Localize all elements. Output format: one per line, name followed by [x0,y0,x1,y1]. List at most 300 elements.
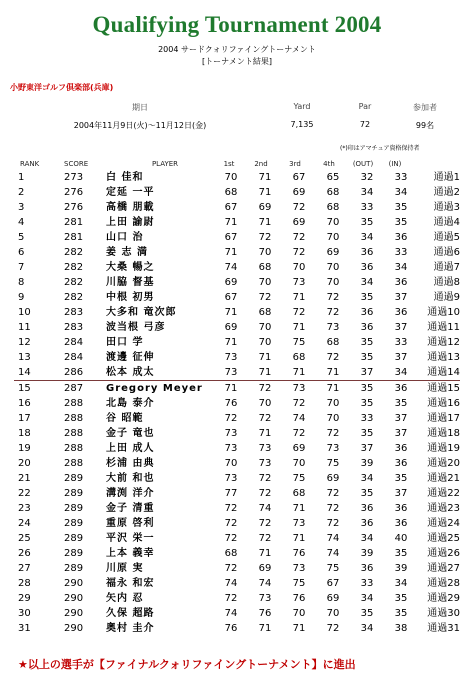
round1-cell: 68 [224,187,238,198]
score-cell: 284 [64,337,84,348]
round3-cell: 71 [292,322,306,333]
rank-cell: 18 [18,428,31,439]
out-cell: 36 [360,247,374,258]
table-row [14,320,460,335]
table-row [14,245,460,260]
round3-cell: 71 [292,623,306,634]
round4-cell: 72 [326,352,340,363]
round3-cell: 72 [292,232,306,243]
in-cell: 36 [394,277,408,288]
status-cell: 通過5 [433,232,460,243]
round3-cell: 67 [292,172,306,183]
table-row [14,456,460,471]
round1-cell: 71 [224,247,238,258]
player-name: 波当根 弓彦 [106,322,166,333]
round1-cell: 73 [224,443,238,454]
out-cell: 34 [360,277,374,288]
status-cell: 通過17 [427,413,460,424]
table-row [14,411,460,426]
table-row [14,305,460,320]
player-name: 福永 和宏 [106,578,155,589]
round3-cell: 75 [292,473,306,484]
subtitle-results: [トーナメント結果] [202,57,272,66]
table-row [14,215,460,230]
table-row [14,501,460,516]
round3-cell: 69 [292,443,306,454]
table-row [14,606,460,621]
round3-cell: 73 [292,518,306,529]
round4-cell: 75 [326,458,340,469]
player-name: 平沢 栄一 [106,533,155,544]
score-cell: 289 [64,473,84,484]
table-row [14,621,460,636]
round2-cell: 72 [258,383,272,394]
round1-cell: 74 [224,578,238,589]
out-cell: 35 [360,488,374,499]
score-cell: 283 [64,322,84,333]
score-cell: 288 [64,458,84,469]
score-cell: 289 [64,533,84,544]
round1-cell: 68 [224,548,238,559]
out-cell: 36 [360,262,374,273]
col-in: (IN) [388,160,402,168]
score-cell: 286 [54,365,106,381]
out-cell: 39 [360,548,374,559]
round4-cell: 70 [326,277,340,288]
round1-cell: 72 [224,518,238,529]
status-cell: 通過2 [433,187,460,198]
score-cell: 281 [64,232,84,243]
round3-cell: 73 [292,277,306,288]
in-cell: 37 [394,292,408,303]
table-row [14,290,460,305]
status-cell: 通過4 [433,217,460,228]
out-cell: 36 [360,563,374,574]
rank-cell: 24 [18,518,31,529]
col-player: PLAYER [151,160,179,168]
score-cell: 276 [64,202,84,213]
round1-cell: 72 [224,563,238,574]
out-cell: 34 [360,593,374,604]
score-cell: 289 [64,503,84,514]
score-cell: 289 [64,518,84,529]
col-r3: 3rd [289,160,301,168]
round3-cell: 74 [292,413,306,424]
in-cell: 35 [394,202,408,213]
rank-cell: 16 [18,398,31,409]
out-cell: 35 [360,398,374,409]
status-cell: 通過28 [427,578,460,589]
status-cell: 通過21 [427,473,460,484]
round4-cell: 70 [326,232,340,243]
score-cell: 288 [64,443,84,454]
round2-cell: 72 [258,488,272,499]
in-cell: 34 [394,187,408,198]
round2-cell: 70 [258,337,272,348]
player-name: 重原 啓利 [106,518,155,529]
player-name: 川原 実 [106,563,144,574]
player-name: 金子 清重 [106,503,155,514]
col-r4: 4th [323,160,335,168]
status-cell: 通過11 [427,322,460,333]
round4-cell: 75 [326,563,340,574]
score-cell: 287 [64,383,84,394]
status-cell: 通過18 [427,428,460,439]
round4-cell: 71 [326,383,340,394]
round2-cell: 70 [258,398,272,409]
round3-cell: 75 [292,337,306,348]
player-name: 上田 成人 [106,443,155,454]
table-row [14,350,460,365]
out-cell: 34 [360,623,374,634]
player-name: 川脇 督基 [106,277,155,288]
player-name: 高橋 朋載 [106,202,155,213]
round2-cell: 72 [258,232,272,243]
player-name: Gregory Meyer [106,383,203,394]
in-cell: 33 [394,247,408,258]
rank-cell: 25 [18,533,31,544]
status-cell: 通過31 [427,623,460,634]
round1-cell: 70 [224,458,238,469]
round4-cell: 69 [326,593,340,604]
table-row [14,381,460,397]
score-cell: 284 [64,352,84,363]
round4-cell: 72 [326,488,340,499]
in-cell: 35 [394,217,408,228]
round3-cell: 69 [292,187,306,198]
round3-cell: 71 [292,292,306,303]
col-r2: 2nd [254,160,268,168]
player-name: 矢内 忍 [106,593,144,604]
results-table [14,170,460,636]
rank-cell: 31 [18,623,31,634]
round3-cell: 68 [292,488,306,499]
rank-cell: 11 [18,322,31,333]
score-cell: 289 [64,563,84,574]
score-cell: 290 [64,593,84,604]
col-rank: RANK [20,160,40,168]
entrants-label: 参加者 [413,103,437,112]
round4-cell: 70 [326,413,340,424]
status-cell: 通過19 [427,443,460,454]
in-cell: 35 [394,548,408,559]
round4-cell: 70 [326,398,340,409]
round2-cell: 68 [258,307,272,318]
results-body [14,170,460,636]
score-cell: 282 [64,277,84,288]
round1-cell: 71 [224,217,238,228]
out-cell: 34 [360,473,374,484]
table-row [14,561,460,576]
table-row [14,591,460,606]
round4-cell: 67 [326,578,340,589]
player-name: 田口 学 [106,337,144,348]
round1-cell: 77 [224,488,238,499]
round1-cell: 73 [224,428,238,439]
round2-cell: 73 [258,443,272,454]
round2-cell: 69 [258,563,272,574]
round4-cell: 71 [316,365,350,381]
round1-cell: 73 [224,473,238,484]
round2-cell: 68 [258,262,272,273]
rank-cell: 2 [18,187,25,198]
table-row [14,230,460,245]
player-name: 松本 成太 [106,365,214,381]
round3-cell: 72 [292,247,306,258]
rank-cell: 7 [18,262,25,273]
out-cell: 34 [360,187,374,198]
rank-cell: 13 [18,352,31,363]
col-out: (OUT) [352,160,374,168]
yard-value: 7,135 [290,120,314,129]
in-cell: 34 [394,578,408,589]
player-name: 上本 義幸 [106,548,155,559]
rank-cell: 1 [18,172,25,183]
out-cell: 37 [360,443,374,454]
round1-cell: 72 [224,533,238,544]
round1-cell: 73 [224,352,238,363]
round4-cell: 74 [326,533,340,544]
table-row [14,365,460,381]
col-score: SCORE [64,160,89,168]
round2-cell: 71 [258,217,272,228]
table-row [14,471,460,486]
round4-cell: 72 [326,518,340,529]
player-name: 杉浦 由典 [106,458,155,469]
status-cell: 通過6 [433,247,460,258]
score-cell: 288 [64,398,84,409]
rank-cell: 3 [18,202,25,213]
date-value: 2004年11月9日(火)〜11月12日(金) [73,121,207,130]
rank-cell: 4 [18,217,25,228]
round2-cell: 73 [258,593,272,604]
out-cell: 32 [360,172,374,183]
in-cell: 34 [384,365,418,381]
round2-cell: 71 [258,187,272,198]
round2-cell: 73 [258,458,272,469]
player-name: 金子 竜也 [106,428,155,439]
venue-label: 小野東洋ゴルフ倶楽部(兵庫) [10,83,114,92]
round1-cell: 71 [224,307,238,318]
round4-cell: 70 [326,262,340,273]
status-cell: 通過23 [427,503,460,514]
in-cell: 36 [394,307,408,318]
score-cell: 288 [64,428,84,439]
player-name: 溝渕 洋介 [106,488,155,499]
status-cell: 通過20 [427,458,460,469]
status-cell: 通過30 [427,608,460,619]
status-cell: 通過24 [427,518,460,529]
round3-cell: 72 [292,202,306,213]
player-name: 大桑 暢之 [106,262,155,273]
player-name: 奥村 圭介 [106,623,155,634]
par-value: 72 [359,120,371,129]
score-cell: 283 [64,307,84,318]
rank-cell: 8 [18,277,25,288]
status-cell: 通過13 [427,352,460,363]
out-cell: 37 [350,365,384,381]
status-cell: 通過12 [427,337,460,348]
amateur-note: (*)印はアマチュア資格保持者 [340,145,420,152]
round4-cell: 73 [326,443,340,454]
round1-cell: 72 [224,413,238,424]
rank-cell: 23 [18,503,31,514]
out-cell: 35 [360,337,374,348]
out-cell: 36 [360,307,374,318]
round1-cell: 67 [224,232,238,243]
yard-label: Yard [293,102,311,111]
round1-cell: 71 [224,337,238,348]
round4-cell: 72 [326,503,340,514]
out-cell: 35 [360,352,374,363]
round2-cell: 71 [258,548,272,559]
out-cell: 33 [360,578,374,589]
round4-cell: 74 [326,548,340,559]
status-cell: 通過27 [427,563,460,574]
rank-cell: 9 [18,292,25,303]
out-cell: 34 [360,232,374,243]
player-name: 久保 超路 [106,608,155,619]
page-title: Qualifying Tournament 2004 [92,12,382,37]
table-row [14,531,460,546]
status-cell: 通過26 [427,548,460,559]
status-cell: 通過3 [433,202,460,213]
status-cell: 通過9 [433,292,460,303]
par-label: Par [358,102,372,111]
in-cell: 36 [394,458,408,469]
rank-cell: 28 [18,578,31,589]
round1-cell: 70 [224,172,238,183]
round3-cell: 70 [292,608,306,619]
table-row [14,441,460,456]
round2-cell: 69 [258,202,272,213]
in-cell: 35 [394,593,408,604]
status-cell: 通過22 [427,488,460,499]
round2-cell: 71 [258,623,272,634]
rank-cell: 15 [18,383,31,394]
round1-cell: 67 [224,292,238,303]
status-cell: 通過14 [418,365,460,381]
round2-cell: 76 [258,608,272,619]
round3-cell: 70 [292,458,306,469]
round3-cell: 72 [292,307,306,318]
player-name: 白 佳和 [106,172,144,183]
in-cell: 37 [394,322,408,333]
round4-cell: 73 [326,322,340,333]
round2-cell: 71 [258,352,272,363]
subtitle-jp: 2004 サードクォリファイングトーナメント [158,45,316,54]
score-cell: 281 [64,217,84,228]
round4-cell: 68 [326,337,340,348]
score-cell: 282 [64,292,84,303]
in-cell: 36 [394,383,408,394]
status-cell: 通過7 [433,262,460,273]
round4-cell: 69 [326,247,340,258]
score-cell: 273 [64,172,84,183]
round2-cell: 72 [258,518,272,529]
round3-cell: 68 [292,352,306,363]
round3-cell: 76 [292,593,306,604]
status-cell: 通過8 [433,277,460,288]
in-cell: 36 [394,232,408,243]
round4-cell: 72 [326,623,340,634]
table-row [14,170,460,185]
round3-cell: 69 [292,217,306,228]
in-cell: 35 [394,398,408,409]
player-name: 渡邊 征伸 [106,352,155,363]
rank-cell: 26 [18,548,31,559]
out-cell: 36 [360,322,374,333]
round1-cell: 69 [224,322,238,333]
rank-cell: 6 [18,247,25,258]
table-row [14,260,460,275]
rank-cell: 20 [18,458,31,469]
round3-cell: 70 [292,262,306,273]
out-cell: 35 [360,608,374,619]
round2-cell: 72 [258,413,272,424]
status-cell: 通過25 [427,533,460,544]
out-cell: 35 [360,383,374,394]
rank-cell: 12 [18,337,31,348]
out-cell: 36 [360,518,374,529]
in-cell: 35 [394,473,408,484]
round3-cell: 73 [292,383,306,394]
round2-cell: 72 [258,533,272,544]
score-cell: 282 [64,247,84,258]
round4-cell: 70 [326,608,340,619]
round3-cell: 71 [292,533,306,544]
round2-cell: 70 [258,322,272,333]
in-cell: 33 [394,337,408,348]
score-cell: 289 [64,548,84,559]
round2-cell: 72 [258,473,272,484]
player-name: 大多和 竜次郎 [106,307,177,318]
entrants-value: 99名 [415,121,435,130]
round4-cell: 68 [326,187,340,198]
player-name: 北島 泰介 [106,398,155,409]
round3-cell: 72 [292,428,306,439]
round1-cell: 74 [224,262,238,273]
round3-cell: 72 [292,398,306,409]
round3-cell: 71 [292,503,306,514]
footer-note: ★以上の選手が【ファイナルクォリファイングトーナメント】に進出 [18,658,356,671]
in-cell: 36 [394,443,408,454]
in-cell: 37 [394,413,408,424]
rank-cell: 30 [18,608,31,619]
round1-cell: 67 [224,202,238,213]
in-cell: 37 [394,428,408,439]
score-cell: 290 [64,578,84,589]
table-row [14,275,460,290]
round4-cell: 69 [326,473,340,484]
round2-cell: 70 [258,277,272,288]
score-cell: 282 [64,262,84,273]
in-cell: 34 [394,262,408,273]
in-cell: 35 [394,608,408,619]
round4-cell: 65 [326,172,340,183]
round1-cell: 74 [224,608,238,619]
table-row [14,335,460,350]
round1-cell: 71 [224,383,238,394]
player-name: 上田 諭尉 [106,217,155,228]
table-row [14,576,460,591]
round4-cell: 72 [326,307,340,318]
status-cell: 通過10 [427,307,460,318]
in-cell: 40 [394,533,408,544]
out-cell: 35 [360,292,374,303]
round2-cell: 74 [258,503,272,514]
player-name: 大前 和也 [106,473,155,484]
